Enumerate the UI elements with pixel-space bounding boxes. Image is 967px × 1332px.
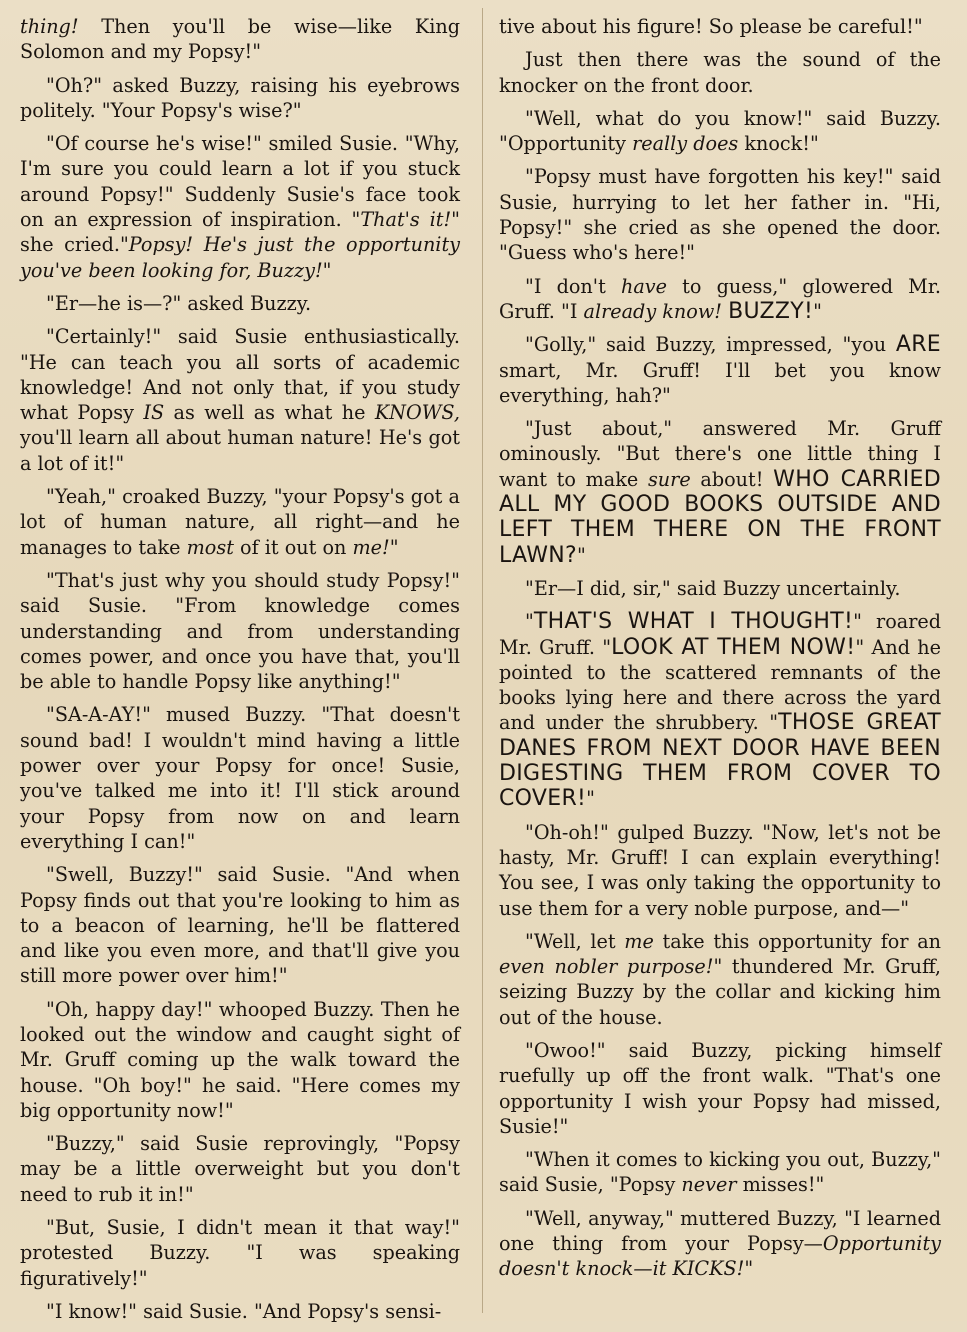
italic-text: have — [620, 274, 667, 298]
paragraph-text: " — [525, 610, 534, 634]
paragraph-text: "Well, what do you know!" said Buzzy. "Opportunity — [499, 106, 941, 156]
paragraph-text: "When it comes to kicking you out, Buzzy," said Susie, "Popsy — [499, 1148, 941, 1197]
paragraph-text: " roared Mr. Gruff. " — [499, 610, 941, 659]
paragraph-text: " thundered Mr. Gruff, seizing Buzzy by the collar and kicking him out of the house. — [499, 955, 941, 1029]
paragraph-text: " — [389, 535, 399, 559]
story-paragraph — [499, 14, 941, 39]
story-paragraph — [20, 1299, 460, 1324]
paragraph-text: " — [322, 258, 332, 282]
paragraph-text: Just then there was the sound of the knocker on the front door. — [499, 48, 941, 97]
paragraph-text: "Well, let — [525, 929, 625, 953]
story-paragraph — [499, 576, 941, 601]
story-paragraph — [499, 820, 941, 921]
paragraph-text: of it out on — [233, 535, 353, 559]
italic-text: Opportunity doesn't knock—it KICKS! — [499, 1232, 941, 1281]
shouted-text: ARE — [895, 332, 941, 358]
shouted-text: THAT'S WHAT I THOUGHT! — [533, 609, 854, 635]
paragraph-text: "Er—he is—?" asked Buzzy. — [46, 291, 312, 315]
italic-text: me — [624, 929, 654, 953]
paragraph-text: to guess," glowered Mr. Gruff. "I — [499, 274, 941, 323]
story-paragraph — [20, 1215, 460, 1291]
shouted-text: THOSE GREAT DANES FROM NEXT DOOR HAVE BEEN DIGESTING THEM FROM COVER TO COVER! — [499, 710, 941, 812]
paragraph-text: " — [813, 299, 822, 323]
paragraph-text: tive about his figure! So please be careful!" — [499, 15, 923, 38]
paragraph-text: "Oh-oh!" gulped Buzzy. "Now, let's not be hasty, Mr. Gruff! I can explain everything! You see, I was only taking the opportunity to use them for a very noble purpose, and—" — [499, 820, 941, 920]
story-paragraph — [20, 73, 460, 124]
paragraph-text: take this opportunity for an — [653, 929, 941, 953]
story-paragraph — [499, 332, 941, 408]
paragraph-text: "Golly," said Buzzy, impressed, "you — [525, 333, 896, 357]
paragraph-text: "Well, anyway," muttered Buzzy, "I learned one thing from your Popsy— — [499, 1206, 941, 1256]
story-paragraph — [499, 1147, 941, 1198]
paragraph-text: as well as what he — [164, 401, 375, 425]
italic-text: even nobler purpose! — [499, 955, 714, 979]
story-paragraph — [499, 274, 941, 325]
story-paragraph — [20, 324, 460, 476]
paragraph-text: "Owoo!" said Buzzy, picking himself ruefully up off the front walk. "That's one opportunity I wish your Popsy had missed, Susie!" — [499, 1038, 941, 1138]
story-paragraph — [499, 929, 941, 1030]
story-paragraph — [499, 1206, 941, 1282]
paragraph-text: "Oh?" asked Buzzy, raising his eyebrows politely. "Your Popsy's wise?" — [20, 73, 460, 122]
italic-text: already know! — [583, 299, 722, 323]
story-paragraph — [499, 164, 941, 265]
paragraph-text: "Swell, Buzzy!" said Susie. "And when Popsy finds out that you're looking to him as to a beacon of learning, he'll be flattered and like you even more, and that'll give you still more power over him!" — [20, 863, 460, 988]
italic-text: That's it! — [360, 208, 452, 232]
paragraph-text: "But, Susie, I didn't mean it that way!" protested Buzzy. "I was speaking figuratively!" — [20, 1216, 460, 1290]
paragraph-text: "I know!" said Susie. "And Popsy's sensi- — [46, 1299, 442, 1323]
paragraph-text: "Oh, happy day!" whooped Buzzy. Then he looked out the window and caught sight of Mr. Gruff coming up the walk toward the house. "Oh boy!" he said. "Here comes my big opportunity now!" — [20, 997, 460, 1122]
story-paragraph — [20, 862, 460, 988]
story-paragraph — [499, 106, 941, 157]
shouted-text: BUZZY! — [728, 298, 814, 324]
story-paragraph — [20, 484, 460, 560]
story-paragraph — [20, 702, 460, 854]
paragraph-text: "Certainly!" said Susie enthusiastically. "He can teach you all sorts of academic knowledge! And not only that, if you study what Popsy — [20, 325, 460, 425]
paragraph-text: misses!" — [736, 1173, 825, 1197]
paragraph-text: "That's just why you should study Popsy!" said Susie. "From knowledge comes understanding and from understanding comes power, and once you have that, you'll be able to handle Popsy like anything!" — [20, 568, 460, 694]
paragraph-text: " — [586, 787, 595, 811]
left-column — [20, 14, 460, 1332]
paragraph-text: "SA-A-AY!" mused Buzzy. "That doesn't sound bad! I wouldn't mind having a little power over your Popsy for once! Susie, you've talked me into it! I'll stick around your Popsy from now on and learn everything I can!" — [20, 703, 460, 853]
story-paragraph — [20, 1131, 460, 1207]
italic-text: me! — [352, 535, 390, 559]
paragraph-text: you'll learn all about human nature! He's got a lot of it!" — [20, 426, 460, 475]
story-paragraph — [499, 1038, 941, 1139]
paragraph-text: " — [577, 543, 586, 567]
shouted-text: WHO CARRIED ALL MY GOOD BOOKS OUTSIDE AND LEFT THEM THERE ON THE FRONT LAWN? — [499, 466, 942, 568]
paragraph-text: "Yeah," croaked Buzzy, "your Popsy's got a lot of human nature, all right—and he manages to take — [20, 485, 460, 559]
shouted-text: LOOK AT THEM NOW! — [611, 634, 856, 660]
paragraph-text: knock!" — [738, 132, 819, 156]
paragraph-text: "Buzzy," said Susie reprovingly, "Popsy may be a little overweight but you don't need to rub it in!" — [20, 1132, 460, 1206]
story-paragraph — [20, 14, 460, 65]
paragraph-text: smart, Mr. Gruff! I'll bet you know everything, hah?" — [499, 358, 941, 407]
story-paragraph — [499, 47, 941, 98]
italic-text: never — [681, 1173, 737, 1197]
story-paragraph — [20, 291, 460, 316]
story-paragraph — [20, 997, 460, 1123]
italic-text: KNOWS, — [374, 401, 460, 425]
paragraph-text: "I don't — [525, 274, 621, 298]
italic-text: most — [186, 535, 234, 559]
italic-text: Popsy! He's just the opportunity you've been looking for, Buzzy! — [20, 233, 460, 282]
paragraph-text: Then you'll be wise—like King Solomon and my Popsy!" — [20, 15, 460, 64]
paragraph-text: "Of course he's wise!" smiled Susie. "Why, I'm sure you could learn a lot if you stuck around Popsy!" Suddenly Susie's face took on an expression of inspiration. " — [20, 132, 460, 232]
story-paragraph — [499, 609, 941, 811]
paragraph-text: " — [744, 1257, 754, 1281]
story-paragraph — [20, 131, 460, 283]
column-divider — [482, 8, 483, 1313]
paragraph-text: "Popsy must have forgotten his key!" said Susie, hurrying to let her father in. "Hi, Popsy!" she cried as she opened the door. "Guess who's here!" — [499, 165, 941, 265]
right-column — [499, 14, 941, 1290]
italic-text: IS — [143, 401, 165, 425]
italic-text: really does — [632, 132, 739, 156]
story-paragraph — [20, 568, 460, 694]
paragraph-text: "Just about," answered Mr. Gruff ominously. "But there's one little thing I want to make — [499, 417, 941, 491]
story-paragraph — [499, 416, 941, 568]
paragraph-text: " And he pointed to the scattered remnants of the books lying here and there across the yard and under the shrubbery. " — [499, 635, 941, 735]
paragraph-text: about! — [690, 467, 774, 491]
italic-text: sure — [647, 467, 691, 491]
italic-text: thing! — [20, 15, 79, 38]
paragraph-text: " she cried." — [20, 208, 460, 257]
paragraph-text: "Er—I did, sir," said Buzzy uncertainly. — [525, 576, 901, 600]
